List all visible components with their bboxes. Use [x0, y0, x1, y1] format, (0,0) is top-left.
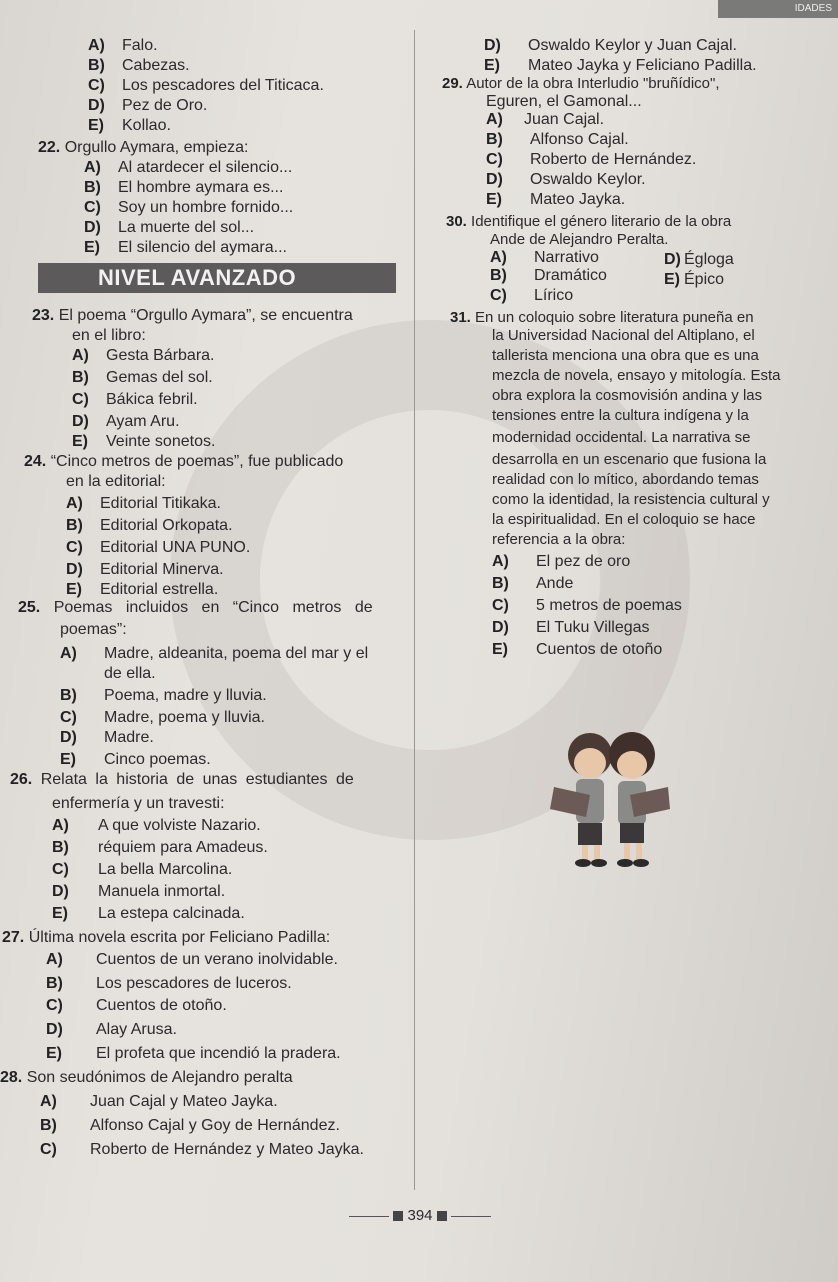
option-line: C) Soy un hombre fornido...: [84, 199, 294, 216]
option-line: A) Juan Cajal.: [486, 111, 605, 128]
girl-leg: [624, 843, 630, 861]
option-line: B) Ande: [492, 575, 574, 592]
question-31-line: obra explora la cosmovisión andina y las: [492, 387, 763, 404]
girl-skirt: [620, 823, 644, 843]
question-31-line: realidad con lo mítico, abordando temas: [492, 471, 759, 488]
question-26: 26. Relata la historia de unas estudiantes de: [10, 771, 354, 788]
question-23: 23. El poema “Orgullo Aymara”, se encuentra: [32, 307, 353, 324]
boy-shoe: [591, 859, 607, 867]
boy-shoe: [575, 859, 591, 867]
option-line: E) Épico: [664, 271, 725, 288]
option-line: D) Editorial Minerva.: [66, 561, 224, 578]
question-29: 29. Autor de la obra Interludio "bruñídico",: [442, 75, 720, 92]
level-title-banner: NIVEL AVANZADO: [38, 263, 396, 293]
option-line: D) Pez de Oro.: [88, 97, 208, 114]
footer-square: [437, 1211, 447, 1221]
option-line: B) Dramático: [490, 267, 607, 284]
girl-shoe: [633, 859, 649, 867]
option-line: D) Oswaldo Keylor y Juan Cajal.: [484, 37, 737, 54]
option-line: E) Editorial estrella.: [66, 581, 219, 598]
question-30-cont: Ande de Alejandro Peralta.: [490, 231, 669, 248]
question-31-line: como la identidad, la resistencia cultural y: [492, 491, 770, 508]
option-line: E) Veinte sonetos.: [72, 433, 216, 450]
option-line: B) Los pescadores de luceros.: [46, 975, 292, 992]
option-line: B) Cabezas.: [88, 57, 190, 74]
question-28: 28. Son seudónimos de Alejandro peralta: [0, 1069, 293, 1086]
question-31-line: tensiones entre la cultura indígena y la: [492, 407, 749, 424]
option-line: E) Mateo Jayka y Feliciano Padilla.: [484, 57, 757, 74]
option-line: E) El profeta que incendió la pradera.: [46, 1045, 341, 1062]
question-25-cont: poemas”:: [60, 621, 127, 638]
footer-rule: [349, 1216, 389, 1217]
footer-square: [393, 1211, 403, 1221]
option-line: E) Kollao.: [88, 117, 171, 134]
question-23-cont: en el libro:: [72, 327, 146, 344]
option-line: D) El Tuku Villegas: [492, 619, 650, 636]
option-line: B) Poema, madre y lluvia.: [60, 687, 267, 704]
option-line: A) El pez de oro: [492, 553, 631, 570]
option-line: E) Cinco poemas.: [60, 751, 211, 768]
option-line: D) Égloga: [664, 251, 734, 268]
students-reading-illustration: [550, 725, 670, 870]
question-27: 27. Última novela escrita por Feliciano Padilla:: [2, 929, 331, 946]
question-25: 25. Poemas incluidos en “Cinco metros de: [18, 599, 373, 616]
question-31-line: la Universidad Nacional del Altiplano, el: [492, 327, 755, 344]
option-line: E) Mateo Jayka.: [486, 191, 626, 208]
question-24-cont: en la editorial:: [66, 473, 166, 490]
option-line: B) réquiem para Amadeus.: [52, 839, 268, 856]
question-30: 30. Identifique el género literario de la obra: [446, 213, 732, 230]
option-line: A) Falo.: [88, 37, 158, 54]
option-line: B) Alfonso Cajal.: [486, 131, 629, 148]
question-29-cont: Eguren, el Gamonal...: [486, 93, 642, 110]
boy-face: [574, 748, 606, 778]
option-line: C) Lírico: [490, 287, 574, 304]
option-line: C) Madre, poema y lluvia.: [60, 709, 265, 726]
question-31: 31. En un coloquio sobre literatura puneña en: [450, 309, 754, 326]
option-line: E) El silencio del aymara...: [84, 239, 287, 256]
question-22: 22. Orgullo Aymara, empieza:: [38, 139, 249, 156]
question-31-line: referencia a la obra:: [492, 531, 626, 548]
page-number: 394: [340, 1206, 500, 1226]
option-line: B) El hombre aymara es...: [84, 179, 284, 196]
girl-leg: [636, 843, 642, 861]
question-31-line: tallerista menciona una obra que es una: [492, 347, 759, 364]
question-24: 24. “Cinco metros de poemas”, fue publicado: [24, 453, 344, 470]
option-line: A) Narrativo: [490, 249, 599, 266]
option-line: C) La bella Marcolina.: [52, 861, 233, 878]
option-line: B) Alfonso Cajal y Goy de Hernández.: [40, 1117, 340, 1134]
boy-leg: [594, 845, 600, 861]
option-line: A) Cuentos de un verano inolvidable.: [46, 951, 338, 968]
boy-leg: [582, 845, 588, 861]
question-31-line: la espiritualidad. En el coloquio se hace: [492, 511, 756, 528]
column-divider: [414, 30, 415, 1190]
option-line: D) Ayam Aru.: [72, 413, 180, 430]
option-line: D) La muerte del sol...: [84, 219, 255, 236]
option-line: C) Roberto de Hernández.: [486, 151, 697, 168]
option-line: D) Alay Arusa.: [46, 1021, 177, 1038]
option-line: D) Oswaldo Keylor.: [486, 171, 646, 188]
option-line: B) Gemas del sol.: [72, 369, 213, 386]
boy-shorts: [578, 823, 602, 845]
option-line: C) 5 metros de poemas: [492, 597, 682, 614]
option-line: C) Cuentos de otoño.: [46, 997, 227, 1014]
question-31-line: mezcla de novela, ensayo y mitología. Esta: [492, 367, 781, 384]
option-line: A) Madre, aldeanita, poema del mar y el: [60, 645, 369, 662]
question-31-line: desarrolla en un escenario que fusiona la: [492, 451, 767, 468]
option-line: A) Gesta Bárbara.: [72, 347, 215, 364]
option-line-cont: de ella.: [104, 665, 156, 682]
footer-rule: [451, 1216, 491, 1217]
option-line: A) Al atardecer el silencio...: [84, 159, 293, 176]
option-line: E) La estepa calcinada.: [52, 905, 245, 922]
girl-face: [617, 751, 647, 779]
option-line: D) Manuela inmortal.: [52, 883, 226, 900]
option-line: A) A que volviste Nazario.: [52, 817, 261, 834]
option-line: C) Roberto de Hernández y Mateo Jayka.: [40, 1141, 364, 1158]
question-26-cont: enfermería y un travesti:: [52, 795, 225, 812]
option-line: C) Editorial UNA PUNO.: [66, 539, 251, 556]
option-line: E) Cuentos de otoño: [492, 641, 663, 658]
option-line: C) Los pescadores del Titicaca.: [88, 77, 324, 94]
girl-shoe: [617, 859, 633, 867]
option-line: C) Bákica febril.: [72, 391, 198, 408]
option-line: A) Juan Cajal y Mateo Jayka.: [40, 1093, 278, 1110]
option-line: A) Editorial Titikaka.: [66, 495, 221, 512]
corner-tag: IDADES: [718, 0, 838, 18]
question-31-line: modernidad occidental. La narrativa se: [492, 429, 751, 446]
option-line: B) Editorial Orkopata.: [66, 517, 233, 534]
option-line: D) Madre.: [60, 729, 154, 746]
